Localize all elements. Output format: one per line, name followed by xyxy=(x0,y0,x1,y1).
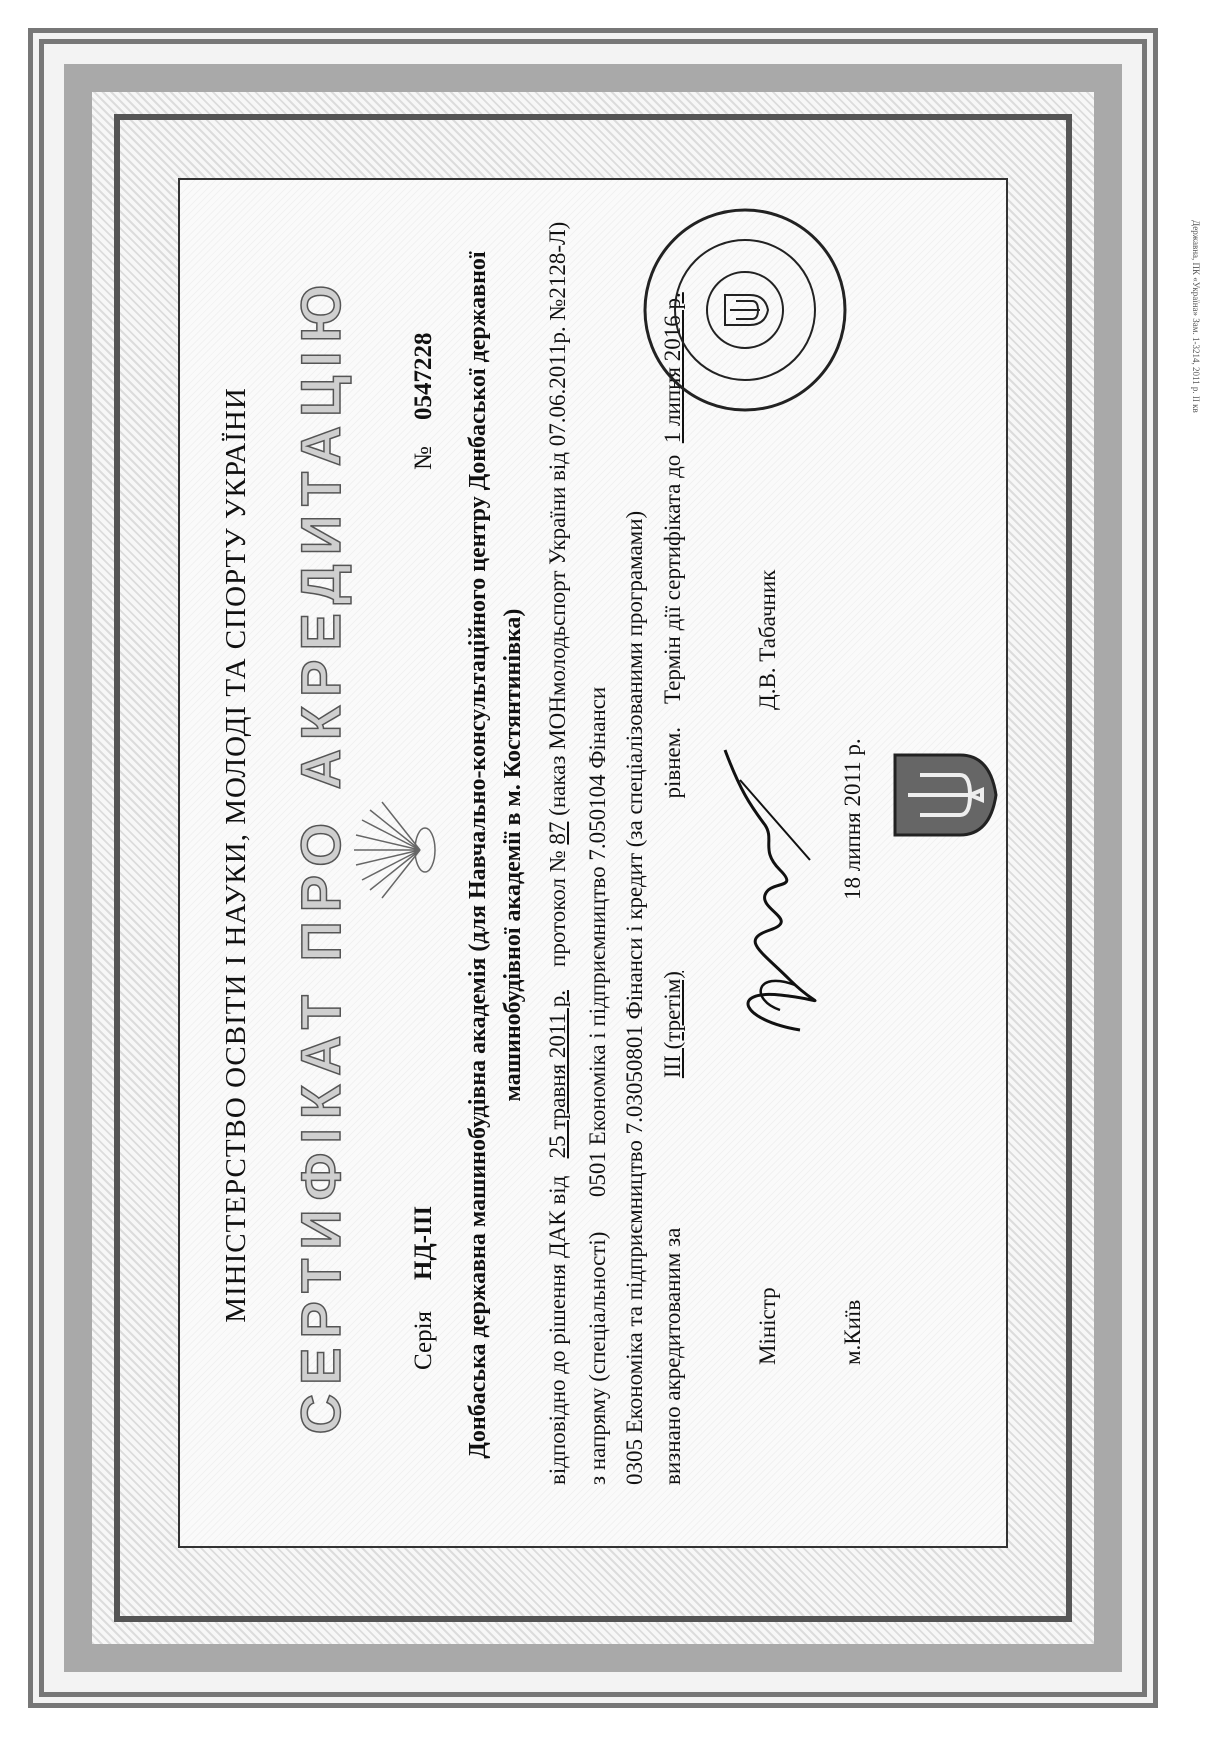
protocol-number: 87 xyxy=(545,821,570,845)
issue-date: 18 липня 2011 р. xyxy=(840,738,865,900)
institution-name-line1: Донбаська державна машинобудівна академія (для Навчально-консультаційного центру Донбаської державної xyxy=(465,251,491,1459)
number-value: 0547228 xyxy=(410,332,437,420)
direction-text: Економіка і підприємництво 7.050104 Фінанси xyxy=(585,686,610,1146)
institution-name-line2: машинобудівної академії в м. Костянтинівка) xyxy=(500,608,526,1102)
protocol-label: протокол № xyxy=(545,850,570,967)
accreditation-prefix: визнано акредитованим за xyxy=(660,1227,685,1485)
term-date: 1 липня 2016 р. xyxy=(660,292,685,444)
coat-of-arms-icon xyxy=(890,750,1000,840)
direction-code: 0501 xyxy=(585,1151,610,1198)
direction-line xyxy=(585,687,611,1485)
signature-icon xyxy=(720,740,830,1040)
order-text: (наказ МОНмолодьспорт України від 07.06.2011р. №2128-Л) xyxy=(545,221,570,816)
certificate-title: СЕРТИФІКАТ ПРО АКРЕДИТАЦІЮ xyxy=(289,275,352,1435)
decision-prefix: відповідно до рішення ДАК від xyxy=(545,1175,570,1485)
minister-label: Міністр xyxy=(755,1287,780,1365)
ministry-heading: МІНІСТЕРСТВО ОСВІТИ І НАУКИ, МОЛОДІ ТА СПОРТУ УКРАЇНИ xyxy=(220,387,252,1323)
decision-date: 25 травня 2011 р. xyxy=(545,989,570,1159)
term-label: Термін дії сертифіката до xyxy=(660,454,685,704)
direction-label: з напряму (спеціальності) xyxy=(585,1231,610,1485)
printer-imprint: Державна, ПК «Україна» Зам. 1-3214, 2011 р. ІІ кв xyxy=(1191,220,1201,413)
decision-line xyxy=(545,222,571,1485)
series-value: НД-ІІІ xyxy=(410,1205,437,1280)
issue-place: м.Київ xyxy=(840,1299,865,1365)
certificate-content xyxy=(200,190,980,1520)
minister-name: Д.В. Табачник xyxy=(755,569,780,710)
seal-icon xyxy=(640,205,850,415)
number-label: № xyxy=(410,446,437,470)
accreditation-line xyxy=(660,292,686,1485)
accreditation-level: ІІІ (третім) xyxy=(660,971,685,1079)
accreditation-suffix: рівнем. xyxy=(660,726,685,799)
series-label: Серія xyxy=(410,1310,437,1370)
emblem-icon xyxy=(350,790,450,910)
program-line: 0305 Економіка та підприємництво 7.03050801 Фінанси і кредит (за спеціалізованими програмами) xyxy=(622,510,647,1485)
